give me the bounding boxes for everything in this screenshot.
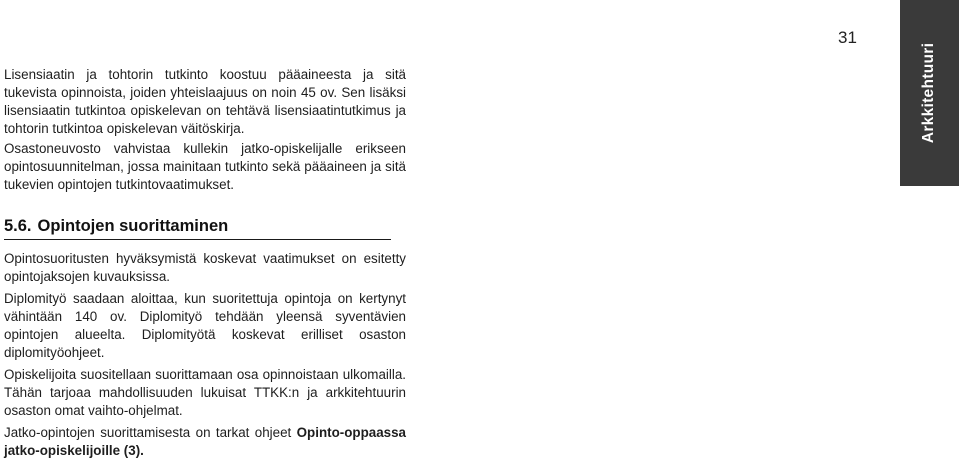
section-body xyxy=(4,250,406,460)
section-paragraph-1: Opintosuoritusten hyväksymistä koskevat vaatimukset on esitetty opintojaksojen kuvauksissa. xyxy=(4,251,406,284)
section-heading xyxy=(4,217,391,240)
section-tab-label: Arkkitehtuuri xyxy=(920,42,937,144)
section-tab xyxy=(900,0,959,186)
guide-reference: Opinto-oppaassa jatko-opiskelijoille (3). xyxy=(4,425,406,458)
text-column xyxy=(4,66,406,464)
section-paragraph-2: Diplomityö saadaan aloittaa, kun suoritettuja opintoja on kertynyt vähintään 140 ov. Diplomityö tehdään yleensä syventävien opintojen alueelta. Diplomityötä koskevat erilliset osaston diplomityöohjeet. xyxy=(4,291,406,360)
section-paragraph-3: Opiskelijoita suositellaan suorittamaan osa opinnoistaan ulkomailla. Tähän tarjoaa mahdollisuuden lukuisat TTKK:n ja arkkitehtuurin osaston omat vaihto-ohjelmat. xyxy=(4,367,406,418)
intro-paragraph-2: Osastoneuvosto vahvistaa kullekin jatko-opiskelijalle erikseen opintosuunnitelman, jossa mainitaan tutkinto sekä pääaineen ja sitä tukevien opintojen tutkintovaatimukset. xyxy=(4,141,406,192)
section-paragraph-4 xyxy=(4,424,406,460)
section-number: 5.6. xyxy=(4,217,32,235)
intro-paragraph-1: Lisensiaatin ja tohtorin tutkinto koostuu pääaineesta ja sitä tukevista opinnoista, joiden yhteislaajuus on noin 45 ov. Sen lisäksi lisensiaatin tutkintoa opiskelevan on tehtävä lisensiaatintutkimus ja tohtorin tutkintoa opiskelevan väitöskirja. xyxy=(4,67,406,136)
section-title: Opintojen suorittaminen xyxy=(37,217,229,235)
section-paragraph-4-text: Jatko-opintojen suorittamisesta on tarkat ohjeet xyxy=(4,425,297,440)
page-number: 31 xyxy=(838,28,857,47)
